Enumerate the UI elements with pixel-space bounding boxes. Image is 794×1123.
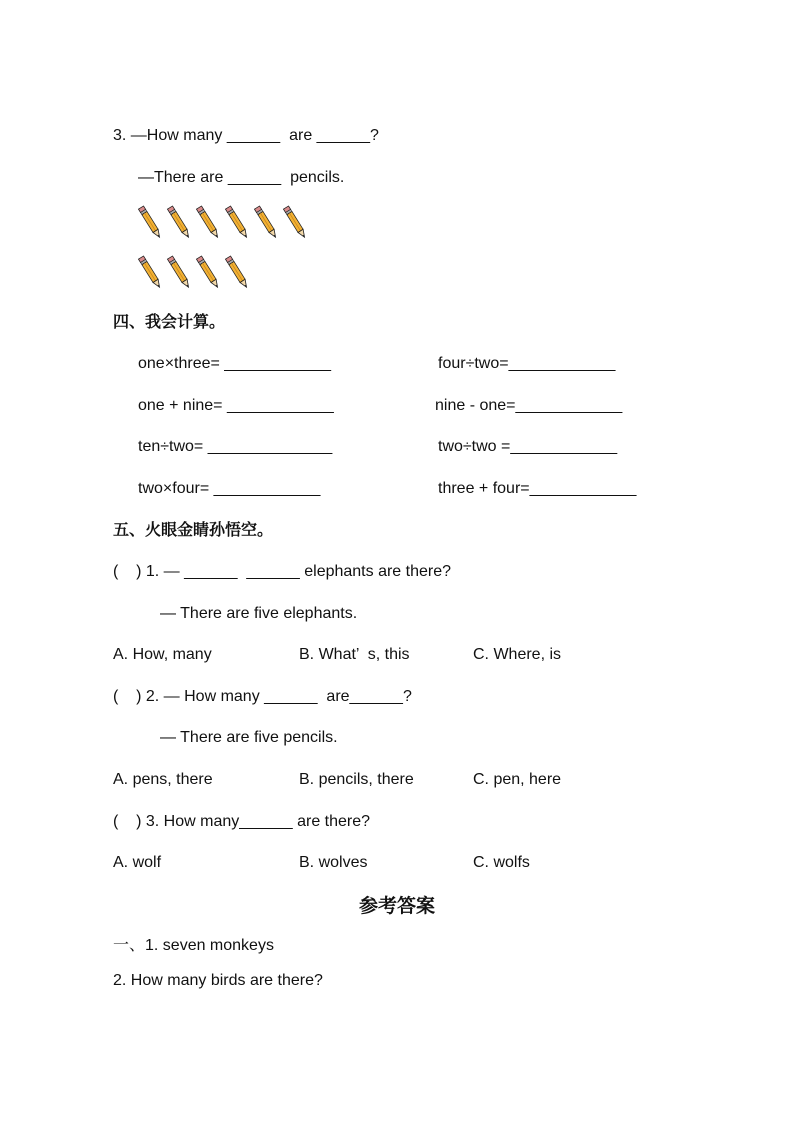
- choice-q2-stem: ( ) 2. — How many ______ are______?: [113, 688, 412, 705]
- choice-q1-reply: — There are five elephants.: [160, 605, 358, 622]
- choice-q3-option-c: C. wolfs: [473, 854, 530, 871]
- choice-q1-option-b: B. What’ s, this: [299, 646, 410, 663]
- choice-q3-stem: ( ) 3. How many______ are there?: [113, 813, 371, 830]
- calc-item-7: two×four= ____________: [138, 480, 321, 497]
- choice-q3-option-a: A. wolf: [113, 854, 162, 871]
- pencil-icon: [225, 256, 249, 289]
- choice-q1-stem: ( ) 1. — ______ ______ elephants are there?: [113, 563, 452, 580]
- answer-line-1: 一、1. seven monkeys: [113, 937, 274, 954]
- section4-heading: 四、我会计算。: [113, 314, 226, 331]
- pencil-icon: [254, 206, 278, 239]
- calc-item-2: four÷two=____________: [438, 355, 616, 372]
- calc-item-4: nine - one=____________: [435, 397, 623, 414]
- pencil-icon: [138, 256, 162, 289]
- calc-item-1: one×three= ____________: [138, 355, 332, 372]
- pencil-icon: [196, 206, 220, 239]
- calc-item-5: ten÷two= ______________: [138, 438, 333, 455]
- calc-item-3: one + nine= ____________: [138, 397, 334, 414]
- choice-q1-option-a: A. How, many: [113, 646, 212, 663]
- choice-q2-option-a: A. pens, there: [113, 771, 213, 788]
- choice-q1-option-c: C. Where, is: [473, 646, 562, 663]
- answers-title: 参考答案: [358, 896, 435, 917]
- pencil-icon: [283, 206, 307, 239]
- pencil-icon: [138, 206, 162, 239]
- pencil-icon: [196, 256, 220, 289]
- section5-heading: 五、火眼金睛孙悟空。: [113, 522, 274, 539]
- q3-question: 3. —How many ______ are ______?: [113, 127, 379, 144]
- pencil-icon: [167, 206, 191, 239]
- calc-item-8: three + four=____________: [438, 480, 637, 497]
- choice-q2-option-b: B. pencils, there: [299, 771, 414, 788]
- pencil-icon: [167, 256, 191, 289]
- choice-q2-reply: — There are five pencils.: [160, 729, 338, 746]
- pencil-icon: [225, 206, 249, 239]
- q3-answer-line: —There are ______ pencils.: [138, 169, 345, 186]
- calc-item-6: two÷two =____________: [438, 438, 618, 455]
- choice-q3-option-b: B. wolves: [299, 854, 368, 871]
- answer-line-2: 2. How many birds are there?: [113, 972, 323, 989]
- choice-q2-option-c: C. pen, here: [473, 771, 562, 788]
- pencils-illustration: [130, 196, 330, 300]
